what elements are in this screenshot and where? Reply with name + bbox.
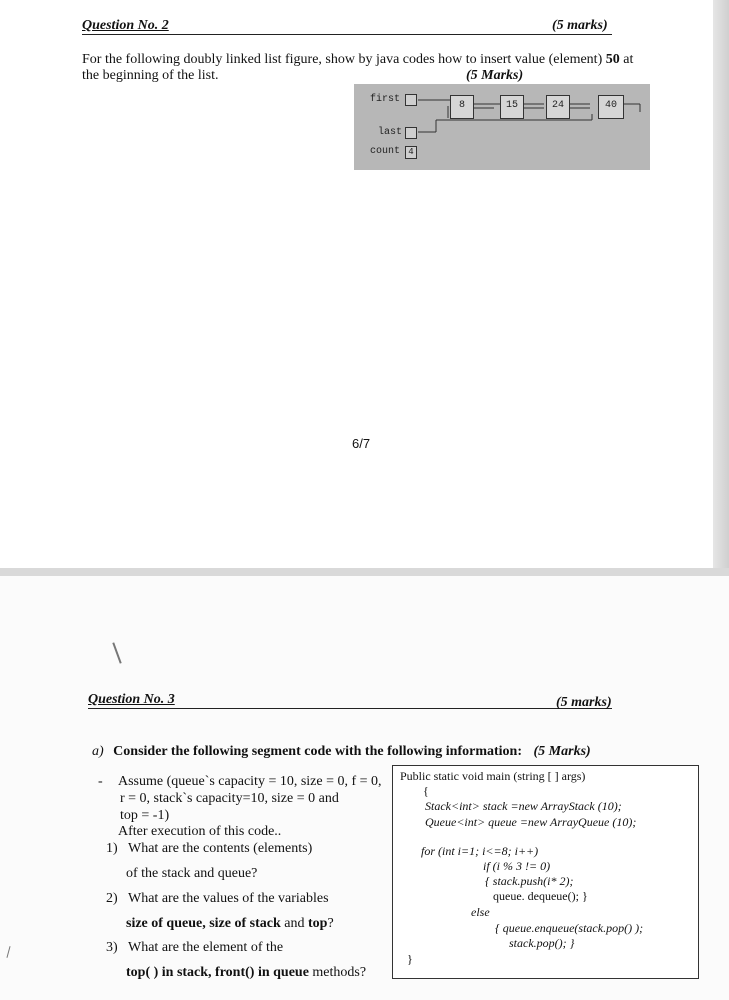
q3-end: methods? <box>312 965 367 980</box>
question-3-rule <box>88 708 612 709</box>
q1-number: 1) <box>106 841 118 856</box>
q2-and: and <box>284 916 305 931</box>
node-value: 24 <box>551 100 564 111</box>
code-line: { queue.enqueue(stack.pop() ); <box>495 921 644 935</box>
q2-bold: size of queue, size of stack <box>126 916 281 931</box>
count-label: count <box>370 146 401 157</box>
count-value: 4 <box>405 146 417 159</box>
code-box <box>392 765 699 979</box>
question-2-prompt-line1 <box>82 52 633 68</box>
last-label: last <box>378 127 403 138</box>
pen-mark <box>112 642 121 663</box>
first-label: first <box>370 94 401 105</box>
code-line: Queue<int> queue =new ArrayQueue (10); <box>425 815 637 829</box>
q1-line1: What are the contents (elements) <box>128 841 313 856</box>
q2-top: top <box>307 916 328 931</box>
code-line: for (int i=1; i<=8; i++) <box>421 844 539 858</box>
part-a-marks: (5 Marks) <box>533 744 591 759</box>
list-node <box>500 95 524 119</box>
assume-line3: top = -1) <box>120 808 170 823</box>
q1-line2: of the stack and queue? <box>126 866 258 881</box>
question-2-rule <box>82 34 612 35</box>
page-edge-shadow <box>713 0 729 568</box>
list-node <box>450 95 474 119</box>
question-2-title: Question No. 2 <box>82 18 169 33</box>
q3-bold: top( ) in stack, front() in queue <box>126 965 309 980</box>
prompt-value: 50 <box>605 52 620 67</box>
q2-line1: What are the values of the variables <box>128 891 329 906</box>
code-line: Stack<int> stack =new ArrayStack (10); <box>425 799 622 813</box>
part-a-label: a) <box>92 744 104 759</box>
page-separator <box>0 568 729 576</box>
q3-line1: What are the element of the <box>128 940 284 955</box>
node-value: 40 <box>604 100 617 111</box>
code-line: if (i % 3 != 0) <box>483 859 551 873</box>
assume-line1: Assume (queue`s capacity = 10, size = 0, f = 0, <box>118 774 382 789</box>
page-number: 6/7 <box>352 436 371 451</box>
code-line: stack.pop(); } <box>509 936 575 950</box>
question-2-prompt-line2: the beginning of the list. <box>82 68 219 83</box>
bullet-dash: - <box>98 774 103 789</box>
code-line: } <box>407 952 413 966</box>
q3-line2 <box>126 965 366 981</box>
question-2-marks: (5 marks) <box>552 18 608 33</box>
linked-list-figure <box>354 84 650 170</box>
list-node <box>598 95 624 119</box>
code-line: queue. dequeue(); } <box>493 889 588 903</box>
after-execution: After execution of this code.. <box>118 824 282 839</box>
prompt-text: For the following doubly linked list figure, show by java codes how to insert value (element) <box>82 52 603 67</box>
assume-line2: r = 0, stack`s capacity=10, size = 0 and <box>120 791 339 806</box>
code-line: else <box>471 905 490 919</box>
first-pointer-cell <box>405 94 417 106</box>
code-line: { <box>423 784 429 798</box>
q2-end: ? <box>327 916 334 931</box>
q3-number: 3) <box>106 940 118 955</box>
node-value: 8 <box>458 100 465 111</box>
last-pointer-cell <box>405 127 417 139</box>
question-3-marks: (5 marks) <box>556 695 612 710</box>
code-line: Public static void main (string [ ] args) <box>400 769 586 783</box>
list-node <box>546 95 570 119</box>
question-2-prompt-marks: (5 Marks) <box>466 68 524 83</box>
question-3-title: Question No. 3 <box>88 692 175 707</box>
node-value: 15 <box>505 100 518 111</box>
code-line: { stack.push(i* 2); <box>485 874 574 888</box>
pen-mark <box>6 946 10 958</box>
part-a-text: Consider the following segment code with the following information: <box>113 744 523 759</box>
prompt-text-end: at <box>623 52 634 67</box>
q2-line2 <box>126 916 334 932</box>
q2-number: 2) <box>106 891 118 906</box>
part-a-heading <box>92 744 591 760</box>
